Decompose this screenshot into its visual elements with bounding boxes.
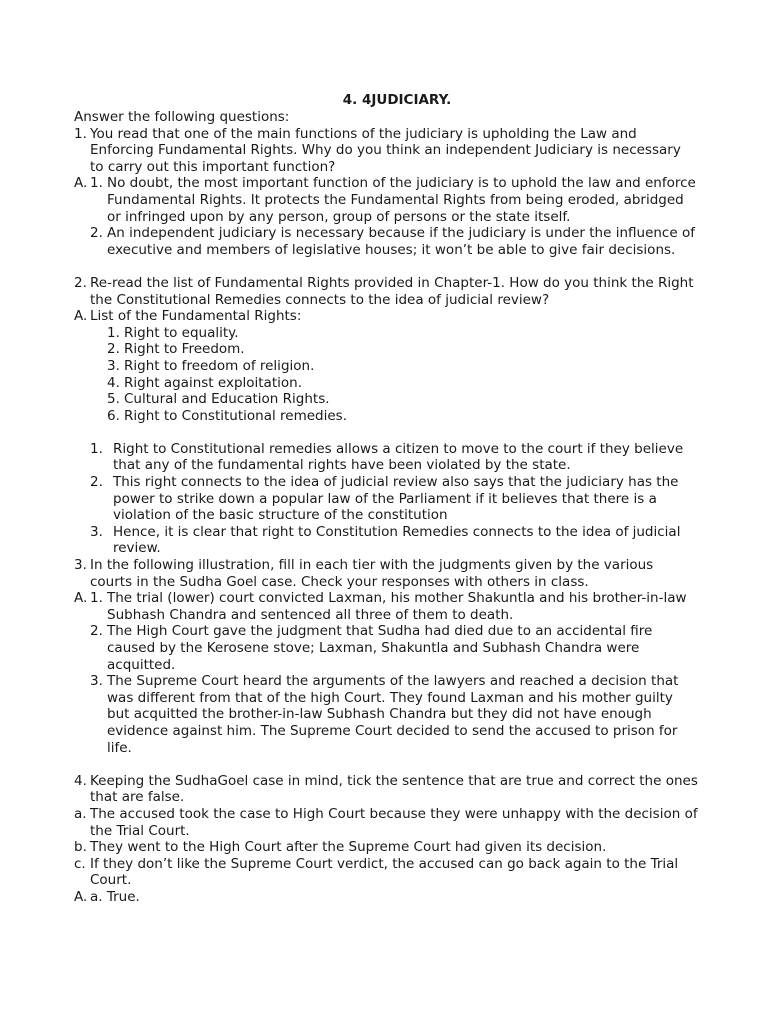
answer-3-item-2-text: The High Court gave the judgment that Sudha had died due to an accidental fire caused by the Kerosene stove; Laxman, Shakuntla and Subhash Chandra were acquitted. — [107, 623, 653, 673]
list-item-number: 5. — [107, 391, 120, 408]
list-item-text: Cultural and Education Rights. — [124, 391, 330, 408]
item-label: a. — [74, 805, 87, 822]
question-4-item-a — [74, 806, 698, 839]
list-item — [107, 391, 698, 408]
list-item — [90, 474, 698, 524]
list-item — [107, 358, 698, 375]
question-4-item-c — [74, 856, 698, 889]
list-item-text: Right to freedom of religion. — [124, 357, 315, 374]
answer-3-item-3-number: 3. — [90, 673, 103, 690]
answer-3-item-1-number: 1. — [90, 590, 103, 607]
question-1-number: 1. — [74, 125, 87, 142]
list-item-number: 3. — [90, 523, 103, 540]
answer-1-item-1-text: No doubt, the most important function of the judiciary is to uphold the law and enforce Fundamental Rights. It protects the Fundamental Rights from being eroded, abridged or infringed upon by any person, group of persons or the state itself. — [107, 175, 696, 225]
list-item-text: Right to Constitutional remedies. — [124, 407, 347, 424]
answer-2 — [74, 308, 698, 325]
answer-4 — [74, 889, 698, 906]
list-item — [107, 341, 698, 358]
list-item-number: 3. — [107, 357, 120, 374]
list-item — [107, 375, 698, 392]
list-item — [90, 441, 698, 474]
answer-3-label: A. — [74, 590, 88, 607]
list-item-text: Right to Freedom. — [124, 341, 245, 358]
answer-1-item-2 — [74, 225, 698, 258]
question-2 — [74, 275, 698, 308]
answer-1-item-1-number: 1. — [90, 175, 103, 192]
question-3 — [74, 557, 698, 590]
question-1 — [74, 126, 698, 176]
list-item-text: Right against exploitation. — [124, 374, 302, 391]
page-title: 4. 4JUDICIARY. — [342, 92, 452, 108]
question-4 — [74, 773, 698, 806]
question-4-text: Keeping the SudhaGoel case in mind, tick the sentence that are true and correct the ones that are false. — [90, 772, 698, 806]
answer-4-label: A. — [74, 888, 88, 905]
answer-4-text: a. True. — [90, 888, 140, 905]
question-1-text: You read that one of the main functions of the judiciary is upholding the Law and Enforcing Fundamental Rights. Why do you think an independent Judiciary is necessary to carry out this important function? — [90, 125, 681, 175]
question-4-item-b — [74, 839, 698, 856]
document-body — [74, 109, 698, 906]
question-3-text: In the following illustration, fill in each tier with the judgments given by the various courts in the Sudha Goel case. Check your responses with others in class. — [90, 557, 654, 590]
answer-1-item-1 — [74, 175, 698, 225]
answer-3-item-2-number: 2. — [90, 623, 103, 640]
answer-1-item-2-text: An independent judiciary is necessary because if the judiciary is under the influence of executive and members of legislative houses; it won’t be able to give fair decisions. — [107, 225, 695, 258]
list-item-number: 6. — [107, 407, 120, 424]
item-label: c. — [74, 855, 86, 872]
spacer — [74, 258, 698, 275]
list-item-text: This right connects to the idea of judicial review also says that the judiciary has the power to strike down a popular law of the Parliament if it believes that there is a violation of the basic structure of the constitution — [113, 474, 679, 524]
spacer — [74, 424, 698, 441]
list-item-text: Right to Constitutional remedies allows a citizen to move to the court if they believe that any of the fundamental rights have been violated by the state. — [113, 440, 684, 474]
list-item-number: 1. — [107, 324, 120, 341]
question-3-number: 3. — [74, 557, 87, 574]
item-label: b. — [74, 839, 87, 856]
list-item-number: 2. — [90, 474, 103, 491]
answer-3-item-1 — [74, 590, 698, 623]
list-item — [107, 408, 698, 425]
question-4-number: 4. — [74, 772, 87, 789]
list-item-text: Right to equality. — [124, 324, 239, 341]
spacer — [74, 756, 698, 773]
answer-2-text: List of the Fundamental Rights: — [90, 308, 302, 325]
list-item-number: 1. — [90, 440, 103, 457]
explanation-list — [74, 441, 698, 557]
answer-2-label: A. — [74, 308, 88, 325]
rights-list — [74, 325, 698, 425]
answer-3-item-2 — [74, 623, 698, 673]
list-item-number: 4. — [107, 374, 120, 391]
list-item-text: Hence, it is clear that right to Constitution Remedies connects to the idea of judicial review. — [113, 523, 681, 557]
question-2-number: 2. — [74, 274, 87, 291]
item-text: The accused took the case to High Court because they were unhappy with the decision of the Trial Court. — [90, 805, 698, 839]
answer-3-item-3 — [74, 673, 698, 756]
item-text: If they don’t like the Supreme Court verdict, the accused can go back again to the Trial Court. — [90, 855, 679, 889]
answer-1-label: A. — [74, 175, 88, 192]
answer-3-item-3-text: The Supreme Court heard the arguments of the lawyers and reached a decision that was different from that of the high Court. They found Laxman and his mother guilty but acquitted the brother-in-law Subhash Chandra but they did not have enough evidence against him. The Supreme Court decided to send the accused to prison for life. — [107, 673, 679, 756]
answer-1-item-2-number: 2. — [90, 225, 103, 242]
answer-3-item-1-text: The trial (lower) court convicted Laxman, his mother Shakuntla and his brother-in-law Subhash Chandra and sentenced all three of them to death. — [107, 590, 687, 623]
list-item-number: 2. — [107, 341, 120, 358]
question-2-text: Re-read the list of Fundamental Rights provided in Chapter-1. How do you think the Right the Constitutional Remedies connects to the idea of judicial review? — [90, 274, 694, 308]
intro-text: Answer the following questions: — [74, 109, 290, 125]
item-text: They went to the High Court after the Supreme Court had given its decision. — [90, 839, 607, 856]
list-item — [90, 524, 698, 557]
list-item — [107, 325, 698, 342]
